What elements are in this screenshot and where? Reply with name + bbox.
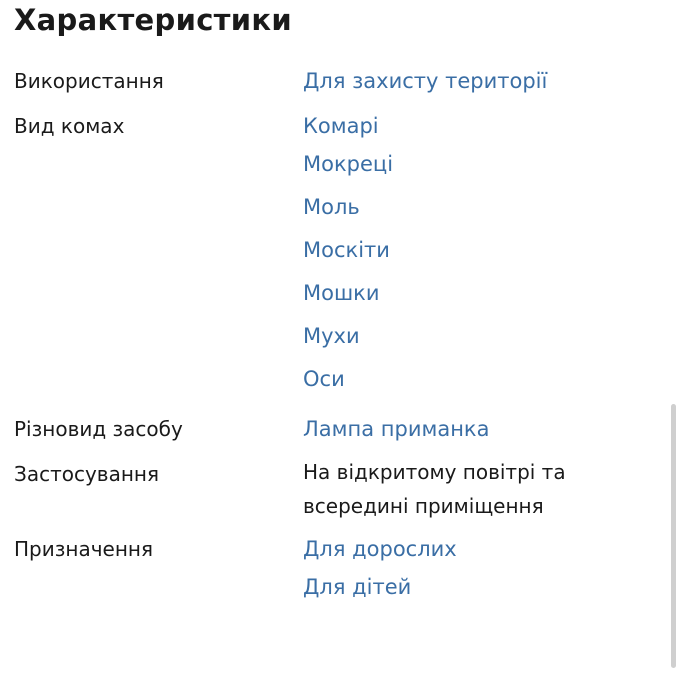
characteristic-value-link[interactable]: Для захисту території bbox=[303, 69, 548, 93]
scrollbar[interactable] bbox=[671, 404, 676, 668]
characteristic-row bbox=[0, 530, 660, 611]
characteristic-value-link[interactable]: Мошки bbox=[303, 281, 380, 305]
characteristic-value-link[interactable]: Для дітей bbox=[303, 575, 412, 599]
characteristic-row bbox=[0, 107, 660, 403]
characteristic-row bbox=[0, 410, 660, 448]
characteristic-values bbox=[303, 530, 660, 611]
characteristic-value-link[interactable]: Мокреці bbox=[303, 152, 394, 176]
characteristic-label: Призначення bbox=[14, 537, 154, 561]
characteristic-row bbox=[0, 455, 660, 523]
characteristic-label: Застосування bbox=[14, 462, 160, 486]
characteristic-label: Різновид засобу bbox=[14, 417, 183, 441]
characteristic-values bbox=[303, 62, 660, 100]
characteristic-value-link[interactable]: Лампа приманка bbox=[303, 417, 490, 441]
characteristic-row bbox=[0, 62, 660, 100]
characteristic-value-link[interactable]: Оси bbox=[303, 367, 345, 391]
characteristic-value-link[interactable]: Моль bbox=[303, 195, 360, 219]
characteristic-value-link[interactable]: Для дорослих bbox=[303, 537, 457, 561]
characteristic-label: Вид комах bbox=[14, 114, 125, 138]
characteristic-values bbox=[303, 410, 660, 448]
section-title: Характеристики bbox=[14, 3, 293, 37]
characteristic-values bbox=[303, 107, 660, 403]
characteristics-list bbox=[0, 62, 660, 618]
characteristic-values bbox=[303, 455, 660, 523]
characteristic-label: Використання bbox=[14, 69, 164, 93]
characteristic-value-link[interactable]: Мухи bbox=[303, 324, 360, 348]
characteristic-value-text: На відкритому повітрі та всередині приміщення bbox=[303, 460, 566, 518]
characteristic-value-link[interactable]: Комарі bbox=[303, 114, 379, 138]
characteristic-value-link[interactable]: Москіти bbox=[303, 238, 390, 262]
